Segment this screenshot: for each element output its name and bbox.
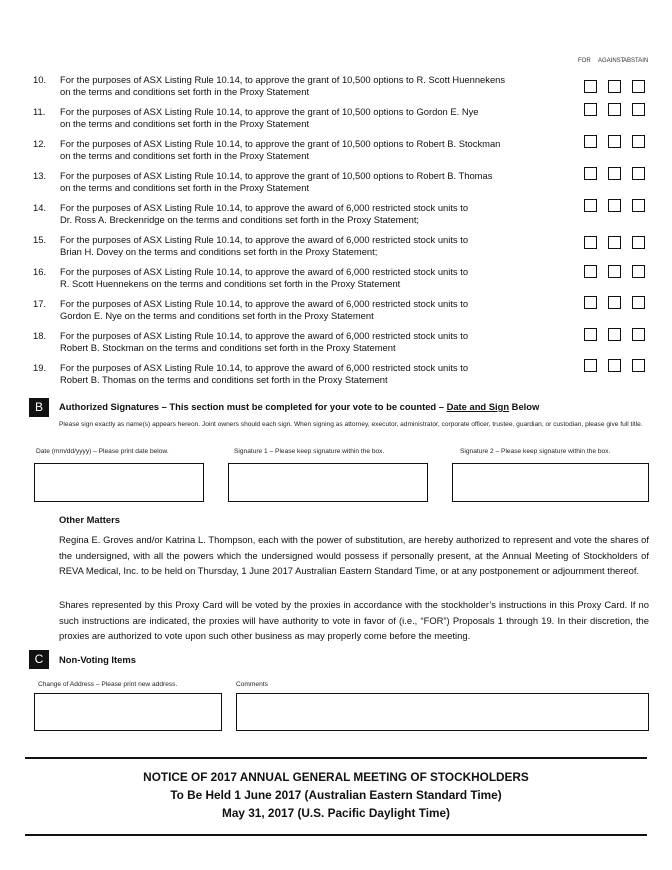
proposal-number: 11. [33,106,46,117]
proposal-number: 16. [33,266,47,277]
proposal-16 [0,266,672,298]
other-matters-paragraph-2: Shares represented by this Proxy Card will be voted by the proxies in accordance with the stockholder’s instructions in this Proxy Card. If no such instructions are indicated, the proxies will have authority to vote in favor of (i.e., “FOR”) Proposals 1 through 19. In their discretion, the proxies are authorized to vote upon such other business as may properly come before the meeting. [59,599,649,642]
vote-against-checkbox[interactable] [608,80,621,93]
section-b-title [59,401,539,412]
proposal-15 [0,234,672,266]
proposal-text-line1: For the purposes of ASX Listing Rule 10.14, to approve the award of 6,000 restricted stock units to [60,362,469,373]
change-of-address-box[interactable] [34,693,222,731]
vote-for-checkbox[interactable] [584,265,597,278]
vote-abstain-checkbox[interactable] [632,296,645,309]
vote-abstain-checkbox[interactable] [632,236,645,249]
proposal-number: 10. [33,74,47,85]
proposal-text-line1: For the purposes of ASX Listing Rule 10.14, to approve the award of 6,000 restricted stock units to [60,266,469,277]
notice-title: NOTICE OF 2017 ANNUAL GENERAL MEETING OF STOCKHOLDERS [143,770,529,784]
proposal-number: 12. [33,138,47,149]
comments-label: Comments [236,681,268,688]
proposal-text-line2: on the terms and conditions set forth in the Proxy Statement [60,182,310,193]
section-b-title-end: Below [509,401,540,412]
notice-meeting-date-pdt: May 31, 2017 (U.S. Pacific Daylight Time) [222,806,450,820]
proposal-number: 17. [33,298,47,309]
section-b-badge: B [29,398,49,417]
proposal-number: 18. [33,330,47,341]
section-b-title-text: Authorized Signatures – This section must be completed for your vote to be counted – [59,401,447,412]
proposal-text [60,202,560,226]
vote-for-checkbox[interactable] [584,199,597,212]
proposal-12 [0,138,672,170]
proposal-text-line1: For the purposes of ASX Listing Rule 10.14, to approve the grant of 10,500 options to Gordon E. Nye [60,106,479,117]
vote-abstain-checkbox[interactable] [632,265,645,278]
proposal-text [60,106,560,130]
vote-abstain-checkbox[interactable] [632,199,645,212]
proposal-text [60,362,560,386]
change-of-address-label: Change of Address – Please print new address. [38,681,178,688]
signature-1-box[interactable] [228,463,428,502]
proposal-text-line2: Robert B. Thomas on the terms and conditions set forth in the Proxy Statement [60,374,388,385]
proposal-text-line2: Dr. Ross A. Breckenridge on the terms and conditions set forth in the Proxy Statement; [60,214,420,225]
vote-for-checkbox[interactable] [584,236,597,249]
proposal-text-line1: For the purposes of ASX Listing Rule 10.14, to approve the award of 6,000 restricted stock units to [60,298,469,309]
vote-abstain-checkbox[interactable] [632,167,645,180]
proposal-text-line2: on the terms and conditions set forth in the Proxy Statement [60,86,310,97]
notice-meeting-date-aest: To Be Held 1 June 2017 (Australian Eastern Standard Time) [170,788,502,802]
comments-box[interactable] [236,693,649,731]
vote-against-checkbox[interactable] [608,296,621,309]
proposal-number: 19. [33,362,47,373]
signature-2-label: Signature 2 – Please keep signature within the box. [460,448,611,455]
proposal-text [60,266,560,290]
section-c-title: Non-Voting Items [59,654,136,665]
notice-top-rule [25,757,647,759]
vote-against-checkbox[interactable] [608,199,621,212]
vote-for-checkbox[interactable] [584,103,597,116]
proposal-text-line1: For the purposes of ASX Listing Rule 10.14, to approve the award of 6,000 restricted stock units to [60,202,469,213]
proposal-text-line2: Robert B. Stockman on the terms and conditions set forth in the Proxy Statement [60,342,396,353]
proposal-19 [0,362,672,394]
proposal-17 [0,298,672,330]
abstain-column-header: ABSTAIN [623,58,649,64]
vote-against-checkbox[interactable] [608,328,621,341]
section-c-badge: C [29,650,49,669]
notice-bottom-rule [25,834,647,836]
proposal-number: 13. [33,170,47,181]
vote-abstain-checkbox[interactable] [632,80,645,93]
proposal-text-line2: on the terms and conditions set forth in the Proxy Statement [60,118,310,129]
proposal-text [60,170,560,194]
proposal-number: 15. [33,234,47,245]
date-input-box[interactable] [34,463,204,502]
date-label: Date (mm/dd/yyyy) – Please print date below. [36,448,169,455]
vote-against-checkbox[interactable] [608,103,621,116]
proposal-text [60,330,560,354]
for-column-header: FOR [578,58,591,64]
proposal-text [60,298,560,322]
proposal-11 [0,106,672,138]
proposal-text-line2: R. Scott Huennekens on the terms and conditions set forth in the Proxy Statement [60,278,401,289]
proposal-text-line1: For the purposes of ASX Listing Rule 10.14, to approve the grant of 10,500 options to Robert B. Thomas [60,170,493,181]
vote-against-checkbox[interactable] [608,135,621,148]
vote-against-checkbox[interactable] [608,265,621,278]
vote-for-checkbox[interactable] [584,359,597,372]
proposal-10 [0,74,672,106]
vote-against-checkbox[interactable] [608,359,621,372]
proposal-14 [0,202,672,234]
other-matters-paragraph-1: Regina E. Groves and/or Katrina L. Thompson, each with the power of substitution, are hereby authorized to represent and vote the shares of the undersigned, with all the powers which the undersigned would possess if personally present, at the Annual Meeting of Stockholders of REVA Medical, Inc. to be held on Thursday, 1 June 2017 Australian Eastern Standard Time, or at any postponement or adjournment thereof. [59,534,649,577]
vote-for-checkbox[interactable] [584,80,597,93]
vote-abstain-checkbox[interactable] [632,135,645,148]
section-b-title-emphasis: Date and Sign [446,401,510,412]
vote-for-checkbox[interactable] [584,296,597,309]
vote-for-checkbox[interactable] [584,328,597,341]
proposal-text [60,138,560,162]
signature-1-label: Signature 1 – Please keep signature within the box. [234,448,385,455]
other-matters-heading: Other Matters [59,514,120,525]
proposal-text-line2: on the terms and conditions set forth in the Proxy Statement [60,150,310,161]
proposal-text-line1: For the purposes of ASX Listing Rule 10.14, to approve the award of 6,000 restricted stock units to [60,234,469,245]
proposal-text [60,74,560,98]
vote-for-checkbox[interactable] [584,135,597,148]
vote-abstain-checkbox[interactable] [632,359,645,372]
proposal-text-line2: Brian H. Dovey on the terms and conditions set forth in the Proxy Statement; [60,246,378,257]
proposal-text-line1: For the purposes of ASX Listing Rule 10.14, to approve the grant of 10,500 options to Robert B. Stockman [60,138,501,149]
proposal-13 [0,170,672,202]
against-column-header: AGAINST [598,58,625,64]
vote-abstain-checkbox[interactable] [632,103,645,116]
proposal-18 [0,330,672,362]
vote-abstain-checkbox[interactable] [632,328,645,341]
proposal-text-line1: For the purposes of ASX Listing Rule 10.14, to approve the grant of 10,500 options to R. Scott Huennekens [60,74,506,85]
proposal-text-line2: Gordon E. Nye on the terms and conditions set forth in the Proxy Statement [60,310,374,321]
proposal-text [60,234,560,258]
vote-against-checkbox[interactable] [608,167,621,180]
proposal-text-line1: For the purposes of ASX Listing Rule 10.14, to approve the award of 6,000 restricted stock units to [60,330,469,341]
signature-2-box[interactable] [452,463,649,502]
signature-instructions: Please sign exactly as name(s) appears hereon. Joint owners should each sign. When signing as attorney, executor, administrator, corporate officer, trustee, guardian, or custodian, please give full title. [59,421,643,428]
proposal-number: 14. [33,202,47,213]
vote-for-checkbox[interactable] [584,167,597,180]
vote-against-checkbox[interactable] [608,236,621,249]
